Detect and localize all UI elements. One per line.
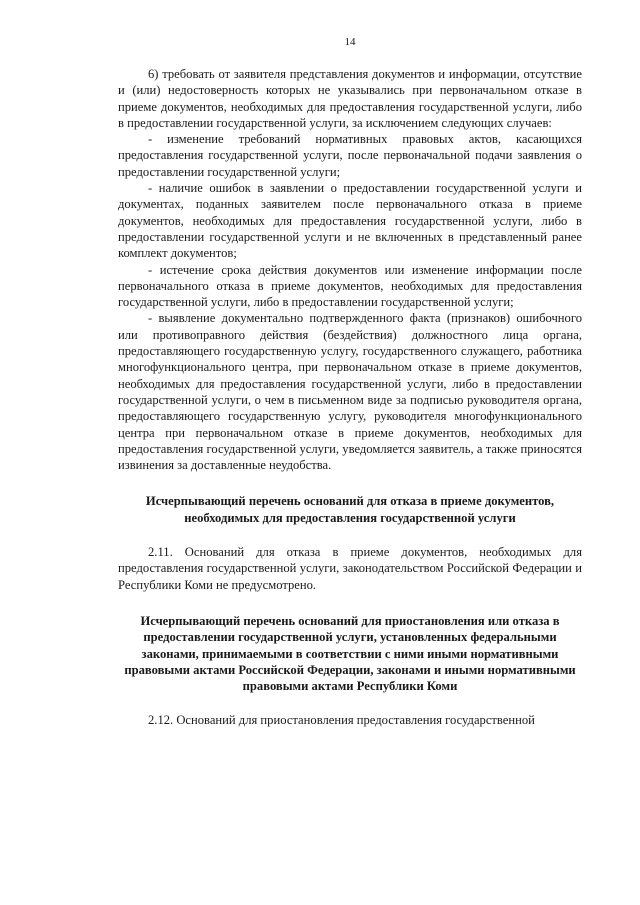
list-item-case-3: - истечение срока действия документов или изменение информации после первоначального отказа в приеме документов, необходимых для предоставления государственной услуги, либо в предоставлении государственной услуги; xyxy=(118,262,582,310)
list-item-case-1: - изменение требований нормативных правовых актов, касающихся предоставления государственной услуги, после первоначальной подачи заявления о предоставлении государственной услуги; xyxy=(118,132,582,179)
section-heading-2-12: Исчерпывающий перечень оснований для приостановления или отказа в предоставлении государственной услуги, установленных федеральными законами, принимаемыми в соответствии с ними иными нормативными правовыми актами Российской Федерации, законами и иными нормативными правовыми актами Республики Коми xyxy=(124,613,576,694)
list-item-case-4: - выявление документально подтвержденного факта (признаков) ошибочного или противоправного действия (бездействия) должностного лица органа, предоставляющего государственную услугу, государственного служащего, работника многофункционального центра, при первоначальном отказе в приеме документов, необходимых для предоставления государственной услуги, либо в предоставлении государственной услуги, о чем в письменном виде за подписью руководителя органа, предоставляющего государственную услугу, руководителя многофункционального центра при первоначальном отказе в приеме документов, необходимых для предоставления государственной услуги, уведомляется заявитель, а также приносятся извинения за доставленные неудобства. xyxy=(118,311,582,473)
page-number: 14 xyxy=(344,36,356,48)
section-heading-2-11: Исчерпывающий перечень оснований для отказа в приеме документов, необходимых для предоставления государственной услуги xyxy=(145,494,555,525)
paragraph-item-6: 6) требовать от заявителя представления документов и информации, отсутствие и (или) недостоверность которых не указывались при первоначальном отказе в приеме документов, необходимых для предоставления государственной услуги, либо в предоставлении государственной услуги, за исключением следующих случаев: xyxy=(118,67,582,130)
paragraph-2-11: 2.11. Оснований для отказа в приеме документов, необходимых для предоставления государственной услуги, законодательством Российской Федерации и Республики Коми не предусмотрено. xyxy=(118,545,582,592)
list-item-case-2: - наличие ошибок в заявлении о предоставлении государственной услуги и документах, поданных заявителем после первоначального отказа в приеме документов, необходимых для предоставления государственной услуги, либо в предоставлении государственной услуги и не включенных в представленный ранее комплект документов; xyxy=(118,181,582,261)
paragraph-2-12: 2.12. Оснований для приостановления предоставления государственной xyxy=(148,713,535,728)
